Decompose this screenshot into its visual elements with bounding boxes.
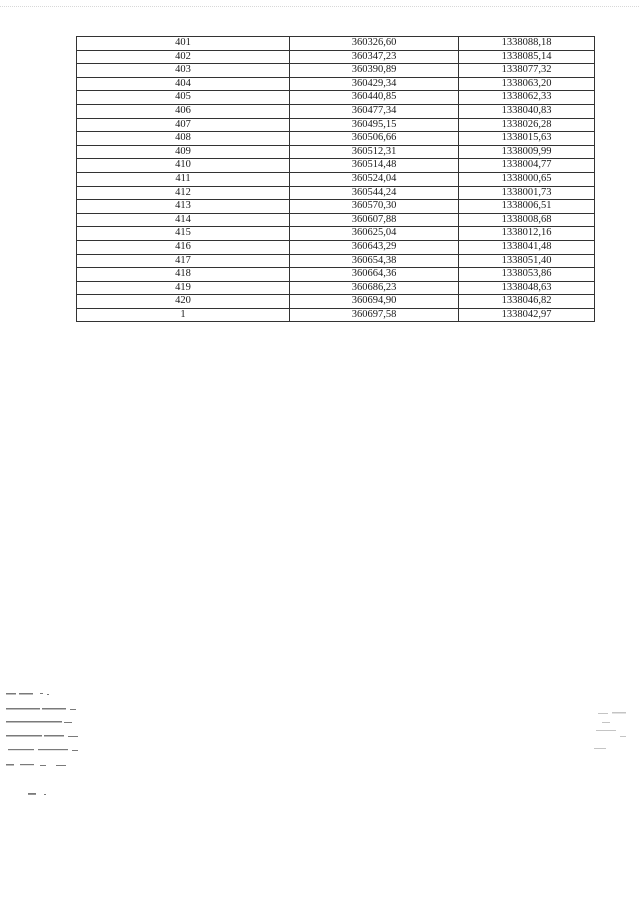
table-row [77,268,595,282]
x-coordinate-cell: 360664,36 [290,268,459,282]
y-coordinate-cell: 1338040,83 [459,104,595,118]
y-coordinate-cell: 1338026,28 [459,118,595,132]
table-row [77,159,595,173]
point-number-cell: 415 [77,227,290,241]
x-coordinate-cell: 360440,85 [290,91,459,105]
point-number-cell: 412 [77,186,290,200]
table-row [77,295,595,309]
table-row [77,308,595,322]
coordinates-table [76,36,595,322]
table-row [77,240,595,254]
x-coordinate-cell: 360514,48 [290,159,459,173]
x-coordinate-cell: 360506,66 [290,132,459,146]
y-coordinate-cell: 1338048,63 [459,281,595,295]
faint-text-artifact-right [594,712,626,749]
x-coordinate-cell: 360607,88 [290,213,459,227]
y-coordinate-cell: 1338085,14 [459,50,595,64]
table-row [77,64,595,78]
point-number-cell: 410 [77,159,290,173]
point-number-cell: 417 [77,254,290,268]
table-row [77,91,595,105]
y-coordinate-cell: 1338015,63 [459,132,595,146]
table-row [77,281,595,295]
y-coordinate-cell: 1338088,18 [459,37,595,51]
point-number-cell: 413 [77,200,290,214]
point-number-cell: 403 [77,64,290,78]
table-row [77,213,595,227]
x-coordinate-cell: 360697,58 [290,308,459,322]
y-coordinate-cell: 1338041,48 [459,240,595,254]
y-coordinate-cell: 1338004,77 [459,159,595,173]
table-row [77,118,595,132]
x-coordinate-cell: 360326,60 [290,37,459,51]
point-number-cell: 409 [77,145,290,159]
point-number-cell: 411 [77,172,290,186]
point-number-cell: 402 [77,50,290,64]
table-row [77,254,595,268]
x-coordinate-cell: 360512,31 [290,145,459,159]
x-coordinate-cell: 360654,38 [290,254,459,268]
point-number-cell: 420 [77,295,290,309]
y-coordinate-cell: 1338006,51 [459,200,595,214]
x-coordinate-cell: 360686,23 [290,281,459,295]
x-coordinate-cell: 360694,90 [290,295,459,309]
table-row [77,186,595,200]
point-number-cell: 407 [77,118,290,132]
point-number-cell: 408 [77,132,290,146]
x-coordinate-cell: 360524,04 [290,172,459,186]
y-coordinate-cell: 1338009,99 [459,145,595,159]
table-row [77,145,595,159]
x-coordinate-cell: 360390,89 [290,64,459,78]
table-row [77,227,595,241]
point-number-cell: 405 [77,91,290,105]
y-coordinate-cell: 1338012,16 [459,227,595,241]
y-coordinate-cell: 1338046,82 [459,295,595,309]
point-number-cell: 1 [77,308,290,322]
y-coordinate-cell: 1338077,32 [459,64,595,78]
page-top-edge [0,6,639,7]
y-coordinate-cell: 1338001,73 [459,186,595,200]
x-coordinate-cell: 360544,24 [290,186,459,200]
point-number-cell: 418 [77,268,290,282]
table-row [77,37,595,51]
table-row [77,77,595,91]
point-number-cell: 419 [77,281,290,295]
y-coordinate-cell: 1338042,97 [459,308,595,322]
x-coordinate-cell: 360570,30 [290,200,459,214]
y-coordinate-cell: 1338000,65 [459,172,595,186]
point-number-cell: 404 [77,77,290,91]
point-number-cell: 401 [77,37,290,51]
y-coordinate-cell: 1338063,20 [459,77,595,91]
x-coordinate-cell: 360495,15 [290,118,459,132]
table-row [77,172,595,186]
point-number-cell: 416 [77,240,290,254]
x-coordinate-cell: 360347,23 [290,50,459,64]
x-coordinate-cell: 360643,29 [290,240,459,254]
x-coordinate-cell: 360429,34 [290,77,459,91]
table-row [77,104,595,118]
point-number-cell: 406 [77,104,290,118]
faint-text-artifact-left [6,693,78,795]
table-row [77,200,595,214]
y-coordinate-cell: 1338008,68 [459,213,595,227]
x-coordinate-cell: 360477,34 [290,104,459,118]
point-number-cell: 414 [77,213,290,227]
y-coordinate-cell: 1338051,40 [459,254,595,268]
table-row [77,50,595,64]
y-coordinate-cell: 1338053,86 [459,268,595,282]
coordinates-table-body [77,37,595,322]
table-row [77,132,595,146]
y-coordinate-cell: 1338062,33 [459,91,595,105]
x-coordinate-cell: 360625,04 [290,227,459,241]
